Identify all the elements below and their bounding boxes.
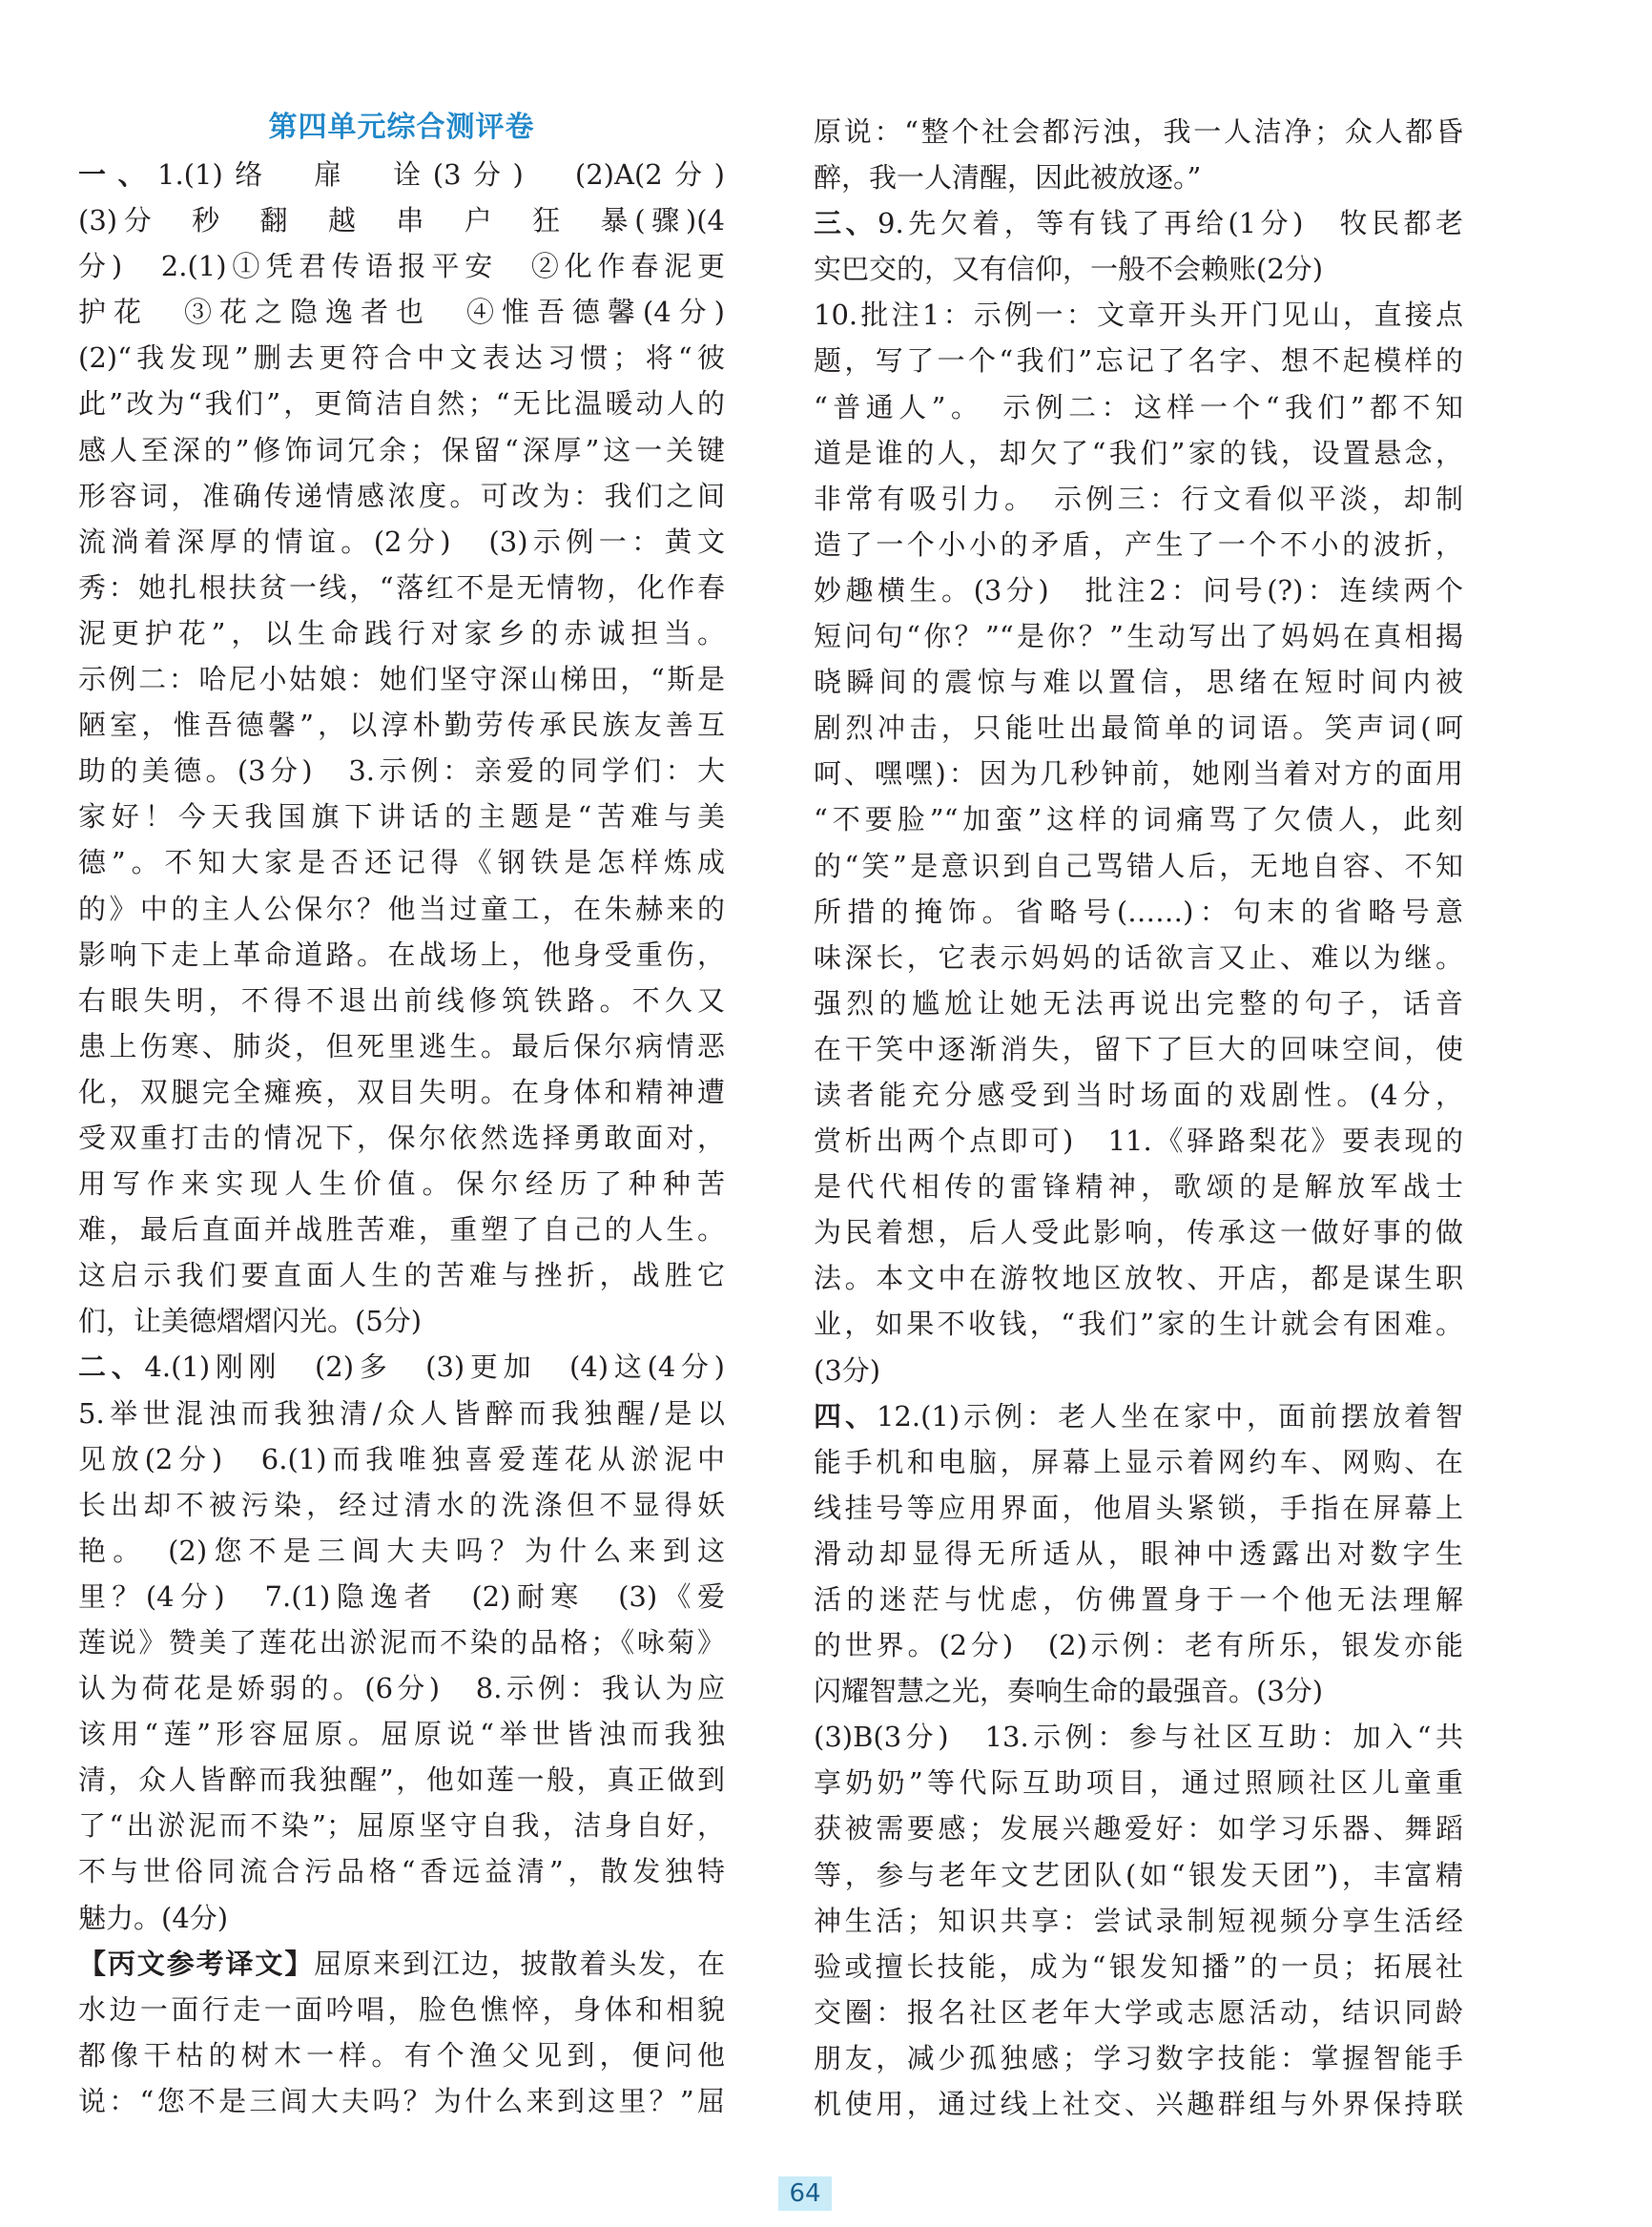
text-line: “普通人”。 示例二：这样一个“我们”都不知 [814,390,1463,423]
page-number: 64 [778,2176,832,2211]
text-line: 享奶奶”等代际互助项目，通过照顾社区儿童重 [814,1766,1463,1800]
text-line: 滑动却显得无所适从，眼神中透露出对数字生 [814,1536,1463,1570]
text-line [78,152,725,197]
text-line: 呵、嘿嘿)：因为几秒钟前，她刚当着对方的面用 [814,757,1463,791]
line-text: 9.先欠着，等有钱了再给(1分) 牧民都老 [878,207,1463,240]
text-line: 能手机和电脑，屏幕上显示着网约车、网购、在 [814,1445,1463,1478]
text-line: 化，双腿完全瘫痪，双目失明。在身体和精神遭 [78,1075,725,1108]
line-text: 1.(1)络 扉 诠(3分) (2)A(2分) [157,158,725,191]
section-marker: 三、 [814,207,878,240]
text-line: 形容词，准确传递情感浓度。可改为：我们之间 [78,479,725,512]
text-line: 的世界。(2分) (2)示例：老有所乐，银发亦能 [814,1629,1463,1662]
text-line: 分) 2.(1)①凭君传语报平安 ②化作春泥更 [78,250,725,283]
text-line: 助的美德。(3分) 3.示例：亲爱的同学们：大 [78,754,725,788]
text-line: 线挂号等应用界面，他眉头紧锁，手指在屏幕上 [814,1491,1463,1524]
text-line: 流淌着深厚的情谊。(2分) (3)示例一：黄文 [78,525,725,558]
text-line: 魅力。(4分) [78,1901,229,1934]
text-line: 10.批注1：示例一：文章开头开门见山，直接点 [814,299,1463,332]
text-line: 德”。不知大家是否还记得《钢铁是怎样炼成 [78,846,725,879]
text-line: 们，让美德熠熠闪光。(5分) [78,1305,423,1338]
text-line: 短问句“你？”“是你？”生动写出了妈妈在真相揭 [814,620,1463,653]
text-line: 用写作来实现人生价值。保尔经历了种种苦 [78,1167,725,1201]
text-line: 题，写了一个“我们”忘记了名字、想不起模样的 [814,344,1463,378]
text-line: (2)“我发现”删去更符合中文表达习惯；将“彼 [78,341,725,375]
text-line: 业，如果不收钱，“我们”家的生计就会有困难。 [814,1308,1463,1341]
text-line: 里？(4分) 7.(1)隐逸者 (2)耐寒 (3)《爱 [78,1579,725,1613]
text-line: 长出却不被污染，经过清水的洗涤但不显得妖 [78,1488,725,1521]
text-line: (3分) [814,1353,881,1387]
line-text: 屈原来到江边，披散着头发，在 [314,1947,725,1980]
text-line: 的》中的主人公保尔？他当过童工，在朱赫来的 [78,892,725,925]
text-line [78,1941,725,1987]
text-line: 示例二：哈尼小姑娘：她们坚守深山梯田，“斯是 [78,663,725,696]
text-line: 剧烈冲击，只能吐出最简单的词语。笑声词(呵 [814,711,1463,745]
text-line: 原说：“整个社会都污浊，我一人洁净；众人都昏 [814,115,1463,148]
text-line: 法。本文中在游牧地区放牧、开店，都是谋生职 [814,1262,1463,1295]
text-line: 朋友，减少孤独感；学习数字技能：掌握智能手 [814,2041,1463,2074]
text-line: 认为荷花是娇弱的。(6分) 8.示例：我认为应 [78,1672,725,1705]
text-line: 泥更护花”，以生命践行对家乡的赤诚担当。 [78,616,725,650]
text-line: 右眼失明，不得不退出前线修筑铁路。不久又 [78,983,725,1017]
line-text: 4.(1)刚刚 (2)多 (3)更加 (4)这(4分) [144,1351,725,1384]
text-line: 是代代相传的雷锋精神，歌颂的是解放军战士 [814,1170,1463,1204]
text-line [78,1344,725,1390]
text-line: 影响下走上革命道路。在战场上，他身受重伤， [78,938,725,971]
text-line: 这启示我们要直面人生的苦难与挫折，战胜它 [78,1259,725,1292]
text-line: 醉，我一人清醒，因此被放逐。” [814,161,1202,195]
text-line: 家好！今天我国旗下讲话的主题是“苦难与美 [78,800,725,834]
text-line: 艳。 (2)您不是三闾大夫吗？为什么来到这 [78,1534,725,1567]
text-line: 受双重打击的情况下，保尔依然选择勇敢面对， [78,1121,725,1154]
text-line: 为民着想，后人受此影响，传承这一做好事的做 [814,1216,1463,1249]
right-column [814,109,1463,2127]
text-line: 等，参与老年文艺团队(如“银发天团”)，丰富精 [814,1858,1463,1891]
text-line: 获被需要感；发展兴趣爱好：如学习乐器、舞蹈 [814,1812,1463,1846]
text-line: 道是谁的人，却欠了“我们”家的钱，设置悬念， [814,436,1463,469]
text-line: 所措的掩饰。省略号(……)：句末的省略号意 [814,895,1463,928]
text-line: 妙趣横生。(3分) 批注2：问号(?)：连续两个 [814,573,1463,607]
text-line: 造了一个小小的矛盾，产生了一个不小的波折， [814,527,1463,561]
text-line: (3)B(3分) 13.示例：参与社区互助：加入“共 [814,1721,1463,1754]
text-line: 活的迷茫与忧虑，仿佛置身于一个他无法理解 [814,1583,1463,1616]
text-line: 的“笑”是意识到自己骂错人后，无地自容、不知 [814,849,1463,882]
text-line: 秀：她扎根扶贫一线，“落红不是无情物，化作春 [78,570,725,604]
text-line: 了“出淤泥而不染”；屈原坚守自我，洁身自好， [78,1809,725,1843]
text-line: 都像干枯的树木一样。有个渔父见到，便问他 [78,2038,725,2072]
text-line: 机使用，通过线上社交、兴趣群组与外界保持联 [814,2088,1463,2121]
text-line: (3)分 秒 翻 越 串 户 狂 暴(骤)(4 [78,204,725,237]
section-marker: 一、 [78,158,158,191]
text-line: 不与世俗同流合污品格“香远益清”，散发独特 [78,1855,725,1888]
text-line: 在干笑中逐渐消失，留下了巨大的回味空间，使 [814,1032,1463,1065]
line-text: 12.(1)示例：老人坐在家中，面前摆放着智 [876,1399,1463,1433]
text-line: 莲说》赞美了莲花出淤泥而不染的品格；《咏菊》 [78,1626,725,1659]
text-line: 神生活；知识共享：尝试录制短视频分享生活经 [814,1904,1463,1937]
text-line: 该用“莲”形容屈原。屈原说“举世皆浊而我独 [78,1718,725,1751]
text-line: 赏析出两个点即可) 11.《驿路梨花》要表现的 [814,1124,1463,1158]
text-line: 强烈的尴尬让她无法再说出完整的句子，话音 [814,986,1463,1020]
text-line: 难，最后直面并战胜苦难，重塑了自己的人生。 [78,1213,725,1247]
text-line: 此”改为“我们”，更简洁自然；“无比温暖动人的 [78,387,725,421]
section-marker: 四、 [814,1399,877,1433]
section-marker: 【丙文参考译文】 [78,1947,315,1980]
text-line: 护花 ③花之隐逸者也 ④惟吾德馨(4分) [78,296,725,329]
text-line [814,1393,1463,1439]
text-line: 5.举世混浊而我独清/众人皆醉而我独醒/是以 [78,1396,725,1430]
text-line [814,200,1463,246]
text-line: 实巴交的，又有信仰，一般不会赖账(2分) [814,253,1324,286]
text-line: 交圈：报名社区老年大学或志愿活动，结识同龄 [814,1995,1463,2029]
text-line: 读者能充分感受到当时场面的戏剧性。(4分， [814,1078,1463,1111]
text-line: 说：“您不是三闾大夫吗？为什么来到这里？”屈 [78,2084,725,2117]
text-line: 味深长，它表示妈妈的话欲言又止、难以为继。 [814,940,1463,974]
text-line: 陋室，惟吾德馨”，以淳朴勤劳传承民族友善互 [78,709,725,742]
text-line: 患上伤寒、肺炎，但死里逃生。最后保尔病情恶 [78,1029,725,1062]
text-line: 感人至深的”修饰词冗余；保留“深厚”这一关键 [78,433,725,466]
left-column [78,152,725,2124]
text-line: “不要脸”“加蛮”这样的词痛骂了欠债人，此刻 [814,803,1463,836]
text-line: 非常有吸引力。 示例三：行文看似平淡，却制 [814,482,1463,515]
text-line: 水边一面行走一面吟唱，脸色憔悴，身体和相貌 [78,1992,725,2026]
text-line: 见放(2分) 6.(1)而我唯独喜爱莲花从淤泥中 [78,1442,725,1475]
text-line: 晓瞬间的震惊与难以置信，思绪在短时间内被 [814,666,1463,699]
section-marker: 二、 [78,1351,145,1384]
text-line: 闪耀智慧之光，奏响生命的最强音。(3分) [814,1675,1324,1708]
text-line: 验或擅长技能，成为“银发知播”的一员；拓展社 [814,1949,1463,1983]
page-title: 第四单元综合测评卷 [268,111,535,144]
text-line: 清，众人皆醉而我独醒”，他如莲一般，真正做到 [78,1763,725,1797]
